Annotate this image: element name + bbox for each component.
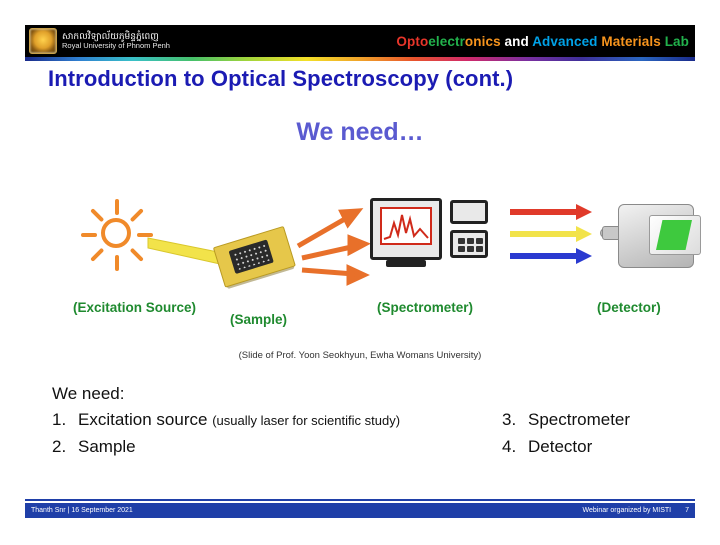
list-item-note: (usually laser for scientific study) bbox=[212, 413, 401, 428]
sun-core bbox=[101, 218, 131, 248]
monitor-icon bbox=[370, 198, 500, 278]
footer-right-group bbox=[583, 507, 689, 514]
lab-title-part-3: onics bbox=[464, 33, 501, 49]
button-grid-icon bbox=[458, 238, 483, 252]
spectrometer-module-top bbox=[450, 200, 488, 224]
label-detector: (Detector) bbox=[597, 300, 661, 315]
spectroscopy-diagram bbox=[40, 190, 690, 335]
scattered-beams bbox=[298, 211, 365, 282]
lab-title-part-5: Advanced bbox=[532, 33, 598, 49]
rainbow-divider bbox=[25, 57, 695, 61]
list-item-number: 3. bbox=[502, 410, 517, 429]
slide-page-number: 7 bbox=[685, 507, 689, 514]
list-item-label: Spectrometer bbox=[528, 410, 631, 429]
lab-title-part-1: Opto bbox=[396, 33, 429, 49]
list-item-number: 1. bbox=[52, 410, 67, 429]
list-item bbox=[502, 410, 702, 430]
spectrum-trace bbox=[382, 209, 430, 243]
detector-body bbox=[618, 204, 694, 268]
list-item bbox=[52, 410, 502, 430]
detector-window bbox=[649, 215, 701, 255]
page-title: Introduction to Optical Spectroscopy (cont.) bbox=[48, 66, 514, 91]
list-item bbox=[502, 437, 702, 457]
output-beams bbox=[510, 204, 592, 264]
footer-organizer: Webinar organized by MISTI bbox=[582, 507, 672, 514]
list-item bbox=[52, 437, 502, 457]
spectrometer-base bbox=[386, 260, 426, 267]
university-name-khmer: សាកលវិទ្យាល័យភូមិន្ទភ្នំពេញ bbox=[62, 31, 159, 42]
list-item-label: Sample bbox=[78, 437, 136, 457]
slide-credit: (Slide of Prof. Yoon Seokhyun, Ewha Womans University) bbox=[238, 350, 482, 361]
detector-indicator bbox=[656, 220, 692, 250]
footer-author-date: Thanth Snr | 16 September 2021 bbox=[31, 507, 133, 514]
requirements-list bbox=[52, 384, 672, 480]
sun-icon bbox=[85, 202, 151, 268]
spectrometer-monitor bbox=[370, 198, 442, 260]
lab-title-part-9: Lab bbox=[664, 33, 689, 49]
university-branding bbox=[25, 25, 170, 57]
university-name-english: Royal University of Phnom Penh bbox=[62, 40, 170, 50]
chip-icon bbox=[213, 226, 295, 291]
subheading: We need… bbox=[296, 118, 424, 146]
spectrometer-module-bottom bbox=[450, 230, 488, 258]
spectrum-screen bbox=[380, 207, 432, 245]
list-item-number: 2. bbox=[52, 437, 67, 457]
lab-title-part-4: and bbox=[500, 33, 533, 49]
label-sample: (Sample) bbox=[230, 312, 288, 327]
slide-footer bbox=[25, 503, 695, 518]
camera-icon bbox=[600, 204, 695, 274]
requirements-intro: We need: bbox=[52, 384, 125, 403]
label-excitation-source: (Excitation Source) bbox=[73, 300, 197, 315]
requirements-columns bbox=[52, 410, 672, 480]
lab-title bbox=[396, 34, 695, 49]
rupp-crest-icon bbox=[29, 28, 57, 54]
slide-header bbox=[25, 25, 695, 57]
requirements-column-left bbox=[52, 410, 502, 465]
list-item-label: Excitation source bbox=[78, 410, 213, 429]
footer-divider bbox=[25, 499, 695, 501]
university-names bbox=[62, 32, 170, 49]
lab-title-part-7: Materials bbox=[601, 33, 661, 49]
label-spectrometer: (Spectrometer) bbox=[377, 300, 474, 315]
requirements-column-right bbox=[502, 410, 702, 465]
list-item-label: Detector bbox=[528, 437, 593, 457]
list-item-number: 4. bbox=[502, 437, 517, 457]
lab-title-part-2: electr bbox=[428, 33, 465, 49]
